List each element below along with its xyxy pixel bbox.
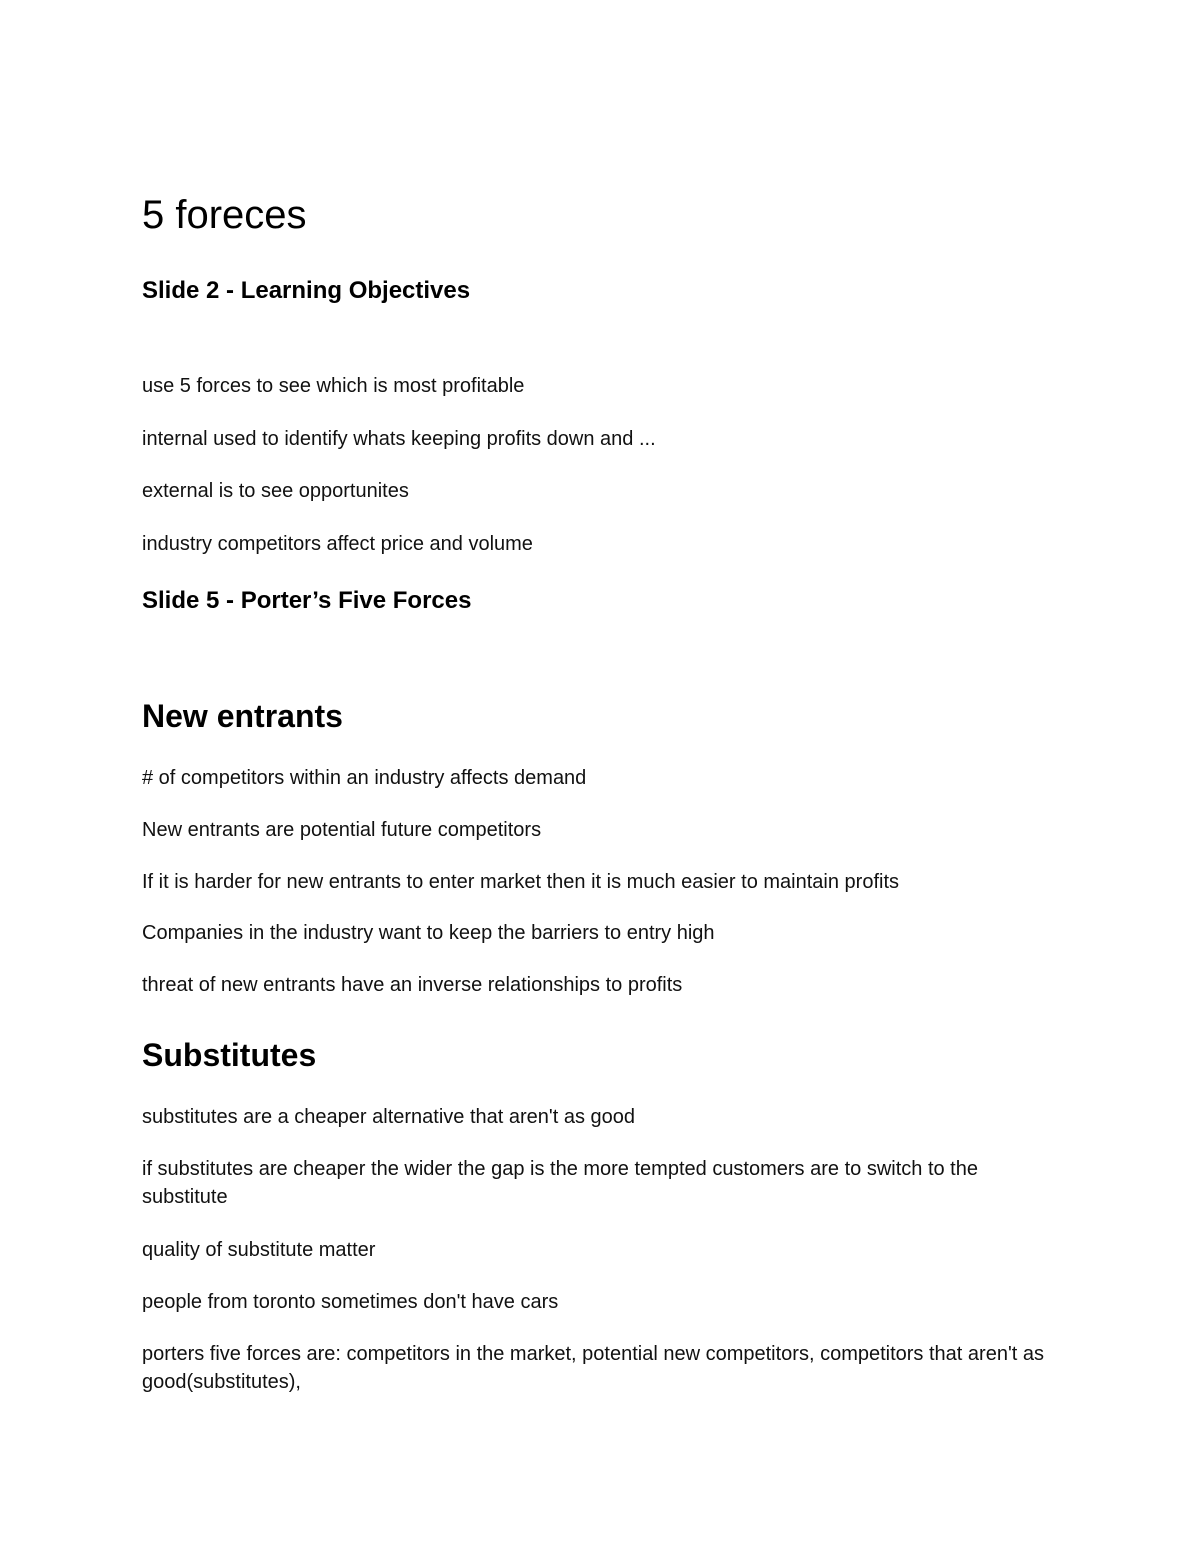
- paragraph: threat of new entrants have an inverse relationships to profits: [142, 974, 683, 996]
- paragraph: Companies in the industry want to keep the barriers to entry high: [142, 922, 715, 944]
- paragraph: internal used to identify whats keeping profits down and ...: [142, 428, 656, 450]
- paragraph: external is to see opportunites: [142, 480, 409, 502]
- paragraph: people from toronto sometimes don't have cars: [142, 1291, 559, 1313]
- paragraph: use 5 forces to see which is most profitable: [142, 375, 525, 397]
- section-heading-learning-objectives: Slide 2 - Learning Objectives: [142, 277, 471, 304]
- paragraph: industry competitors affect price and volume: [142, 533, 533, 555]
- paragraph: if substitutes are cheaper the wider the gap is the more tempted customers are to switch to the substitute: [142, 1158, 978, 1208]
- paragraph: If it is harder for new entrants to enter market then it is much easier to maintain profits: [142, 871, 900, 893]
- section-heading-new-entrants: New entrants: [142, 698, 343, 734]
- paragraph: substitutes are a cheaper alternative that aren't as good: [142, 1106, 636, 1128]
- paragraph: quality of substitute matter: [142, 1239, 376, 1261]
- section-heading-substitutes: Substitutes: [142, 1037, 317, 1073]
- paragraph: porters five forces are: competitors in the market, potential new competitors, competitors that aren't as good(substitutes),: [142, 1343, 1044, 1393]
- paragraph: # of competitors within an industry affects demand: [142, 767, 587, 789]
- document-title: 5 foreces: [142, 193, 307, 237]
- section-heading-porters-five-forces: Slide 5 - Porter’s Five Forces: [142, 587, 472, 614]
- paragraph: New entrants are potential future competitors: [142, 819, 542, 841]
